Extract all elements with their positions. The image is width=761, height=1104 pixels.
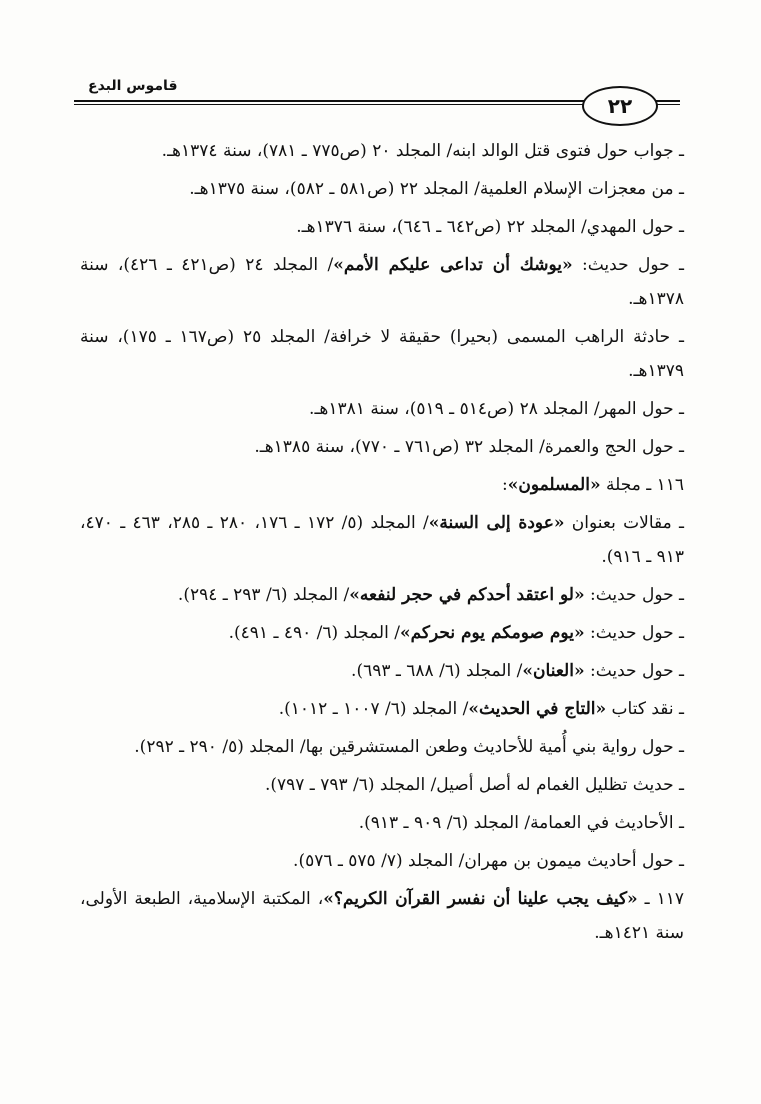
hadith-title: «لو اعتقد أحدكم في حجر لنفعه»: [349, 585, 585, 605]
list-item: ـ حول حديث: «يوشك أن تداعى عليكم الأمم»/ المجلد ٢٤ (ص٤٢١ ـ ٤٢٦)، سنة ١٣٧٨هـ.: [80, 255, 685, 309]
list-item: ـ مقالات بعنوان «عودة إلى السنة»/ المجلد (٥/ ١٧٢ ـ ١٧٦، ٢٨٠ ـ ٢٨٥، ٤٦٣ ـ ٤٧٠، ٩١٣ ـ ٩١٦).: [80, 513, 685, 567]
journal-title: «المسلمون»: [507, 475, 601, 495]
list-item: ـ حول أحاديث ميمون بن مهران/ المجلد (٧/ ٥٧٥ ـ ٥٧٦).: [293, 851, 684, 871]
article-title: «عودة إلى السنة»: [428, 513, 565, 533]
page-body: [80, 134, 684, 954]
hadith-title: «يوشك أن تداعى عليكم الأمم»: [333, 255, 573, 275]
book-title: «التاج في الحديث»: [468, 699, 607, 719]
list-item: ـ حول رواية بني أُمية للأحاديث وطعن المستشرقين بها/ المجلد (٥/ ٢٩٠ ـ ٢٩٢).: [134, 737, 684, 757]
list-item: ـ الأحاديث في العمامة/ المجلد (٦/ ٩٠٩ ـ ٩١٣).: [358, 813, 684, 833]
page-number: ٢٢: [582, 86, 658, 126]
running-title: قاموس البدع: [88, 78, 178, 94]
list-item: ـ نقد كتاب «التاج في الحديث»/ المجلد (٦/ ١٠٠٧ ـ ١٠١٢).: [278, 699, 684, 719]
book-title: «كيف يجب علينا أن نفسر القرآن الكريم؟»: [323, 889, 638, 909]
page-header: [40, 70, 720, 130]
list-item: ـ حول المهر/ المجلد ٢٨ (ص٥١٤ ـ ٥١٩)، سنة ١٣٨١هـ.: [309, 399, 684, 419]
list-item: ـ حادثة الراهب المسمى (بحيرا) حقيقة لا خرافة/ المجلد ٢٥ (ص١٦٧ ـ ١٧٥)، سنة ١٣٧٩هـ.: [80, 327, 685, 381]
numbered-entry: ١١٧ ـ «كيف يجب علينا أن نفسر القرآن الكريم؟»، المكتبة الإسلامية، الطبعة الأولى، سنة ١٤٢١هـ.: [80, 889, 684, 943]
list-item: ـ من معجزات الإسلام العلمية/ المجلد ٢٢ (ص٥٨١ ـ ٥٨٢)، سنة ١٣٧٥هـ.: [189, 179, 684, 199]
list-item: ـ حول حديث: «العنان»/ المجلد (٦/ ٦٨٨ ـ ٦٩٣).: [351, 661, 684, 681]
list-item: ـ حول حديث: «لو اعتقد أحدكم في حجر لنفعه»/ المجلد (٦/ ٢٩٣ ـ ٢٩٤).: [177, 585, 684, 605]
header-rule: [74, 100, 622, 102]
header-rule-thin: [74, 104, 622, 105]
list-item: ـ جواب حول فتوى قتل الوالد ابنه/ المجلد ٢٠ (ص٧٧٥ ـ ٧٨١)، سنة ١٣٧٤هـ.: [161, 141, 684, 161]
hadith-title: «العنان»: [522, 661, 585, 681]
hadith-title: «يوم صومكم يوم نحركم»: [399, 623, 585, 643]
list-item: ـ حول حديث: «يوم صومكم يوم نحركم»/ المجلد (٦/ ٤٩٠ ـ ٤٩١).: [228, 623, 684, 643]
list-item: ـ حديث تظليل الغمام له أصل أصيل/ المجلد (٦/ ٧٩٣ ـ ٧٩٧).: [264, 775, 684, 795]
numbered-entry: ١١٦ ـ مجلة «المسلمون»:: [501, 475, 684, 495]
list-item: ـ حول الحج والعمرة/ المجلد ٣٢ (ص٧٦١ ـ ٧٧٠)، سنة ١٣٨٥هـ.: [254, 437, 684, 457]
list-item: ـ حول المهدي/ المجلد ٢٢ (ص٦٤٢ ـ ٦٤٦)، سنة ١٣٧٦هـ.: [296, 217, 684, 237]
